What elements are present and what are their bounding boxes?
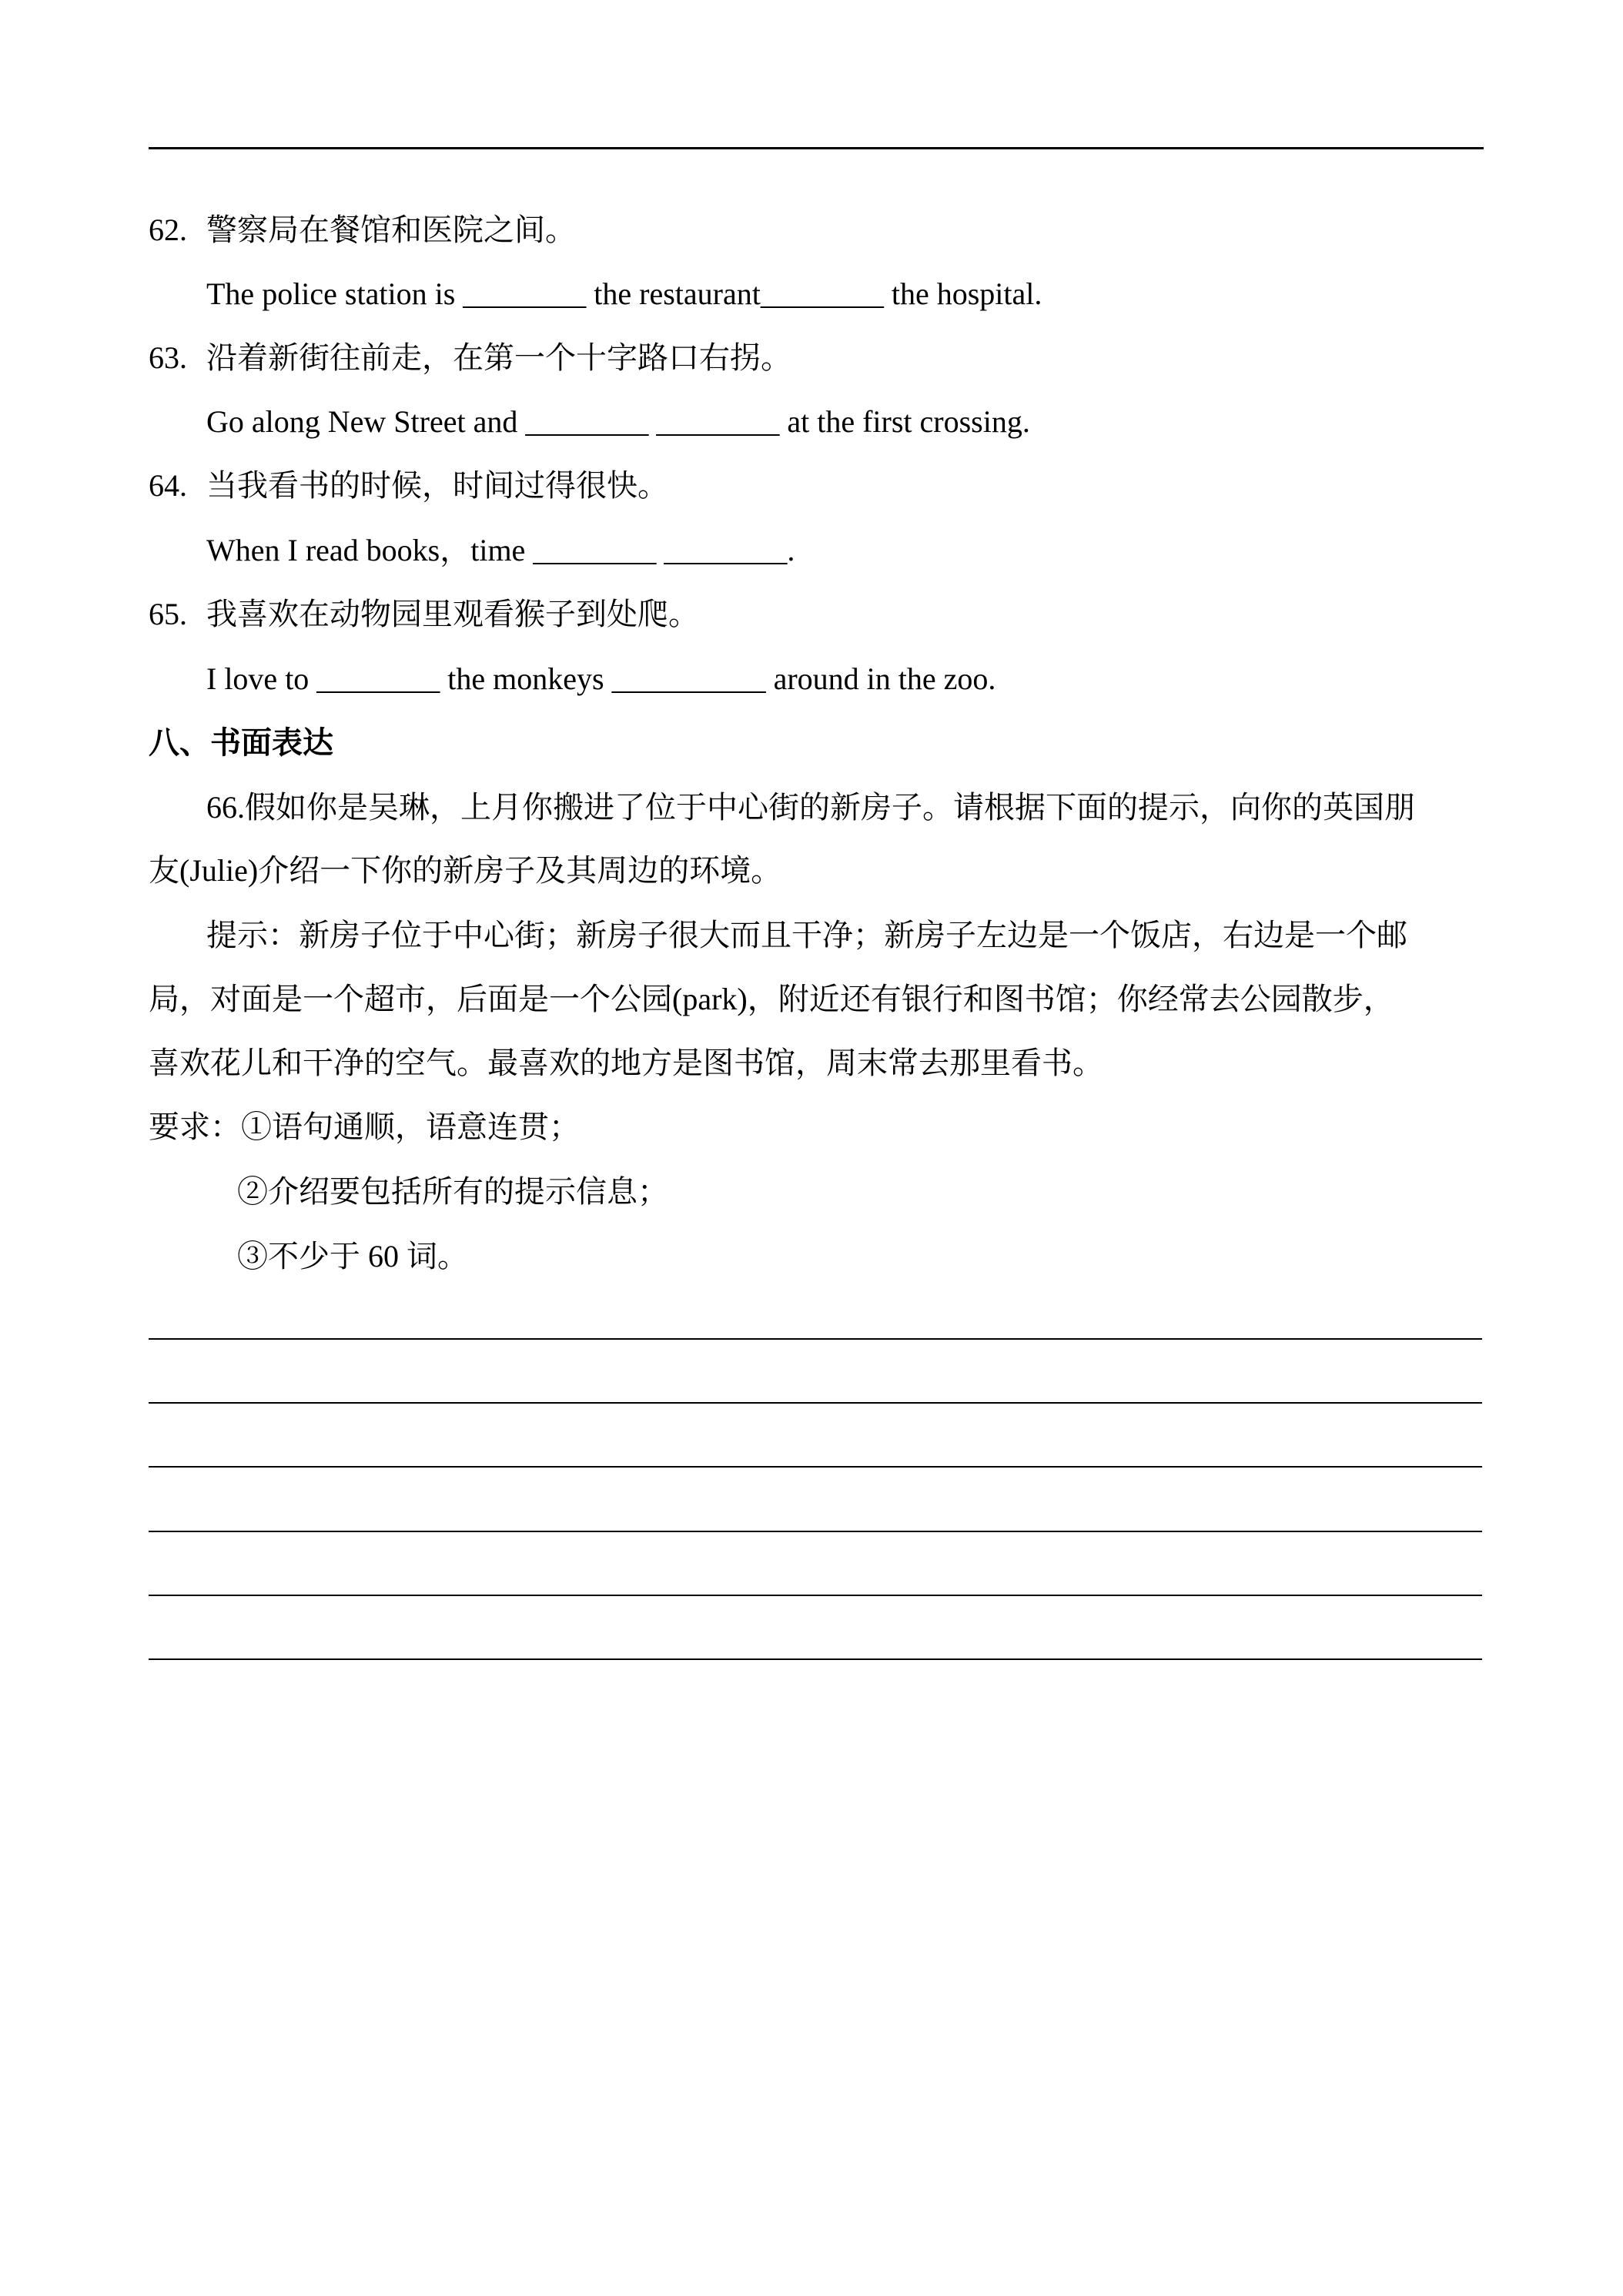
question-64-english: When I read books，time ________ ________. (206, 533, 795, 567)
prompt-line-2: 友(Julie)介绍一下你的新房子及其周边的环境。 (149, 853, 782, 888)
writing-line-5[interactable] (149, 1595, 1482, 1596)
question-63-english: Go along New Street and ________ ________ at the first crossing. (206, 404, 1030, 439)
question-64-chinese: 当我看书的时候，时间过得很快。 (206, 468, 668, 503)
writing-line-1[interactable] (149, 1338, 1482, 1340)
header-rule (149, 147, 1484, 149)
question-62-number: 62. (149, 213, 187, 247)
question-63-chinese: 沿着新街往前走，在第一个十字路口右拐。 (206, 340, 791, 375)
requirement-3: ③不少于 60 词。 (237, 1239, 468, 1274)
hint-line-2: 局，对面是一个超市，后面是一个公园(park)，附近还有银行和图书馆；你经常去公园散步， (149, 982, 1394, 1016)
hint-line-1: 提示：新房子位于中心街；新房子很大而且干净；新房子左边是一个饭店，右边是一个邮 (206, 918, 1407, 952)
hint-line-3: 喜欢花儿和干净的空气。最喜欢的地方是图书馆，周末常去那里看书。 (149, 1046, 1103, 1080)
question-65-number: 65. (149, 597, 187, 631)
question-62-english: The police station is ________ the restaurant________ the hospital. (206, 276, 1042, 311)
writing-line-6[interactable] (149, 1658, 1482, 1660)
requirement-2: ②介绍要包括所有的提示信息； (237, 1174, 668, 1209)
question-62-chinese: 警察局在餐馆和医院之间。 (206, 213, 576, 247)
question-63-number: 63. (149, 340, 187, 375)
question-65-english: I love to ________ the monkeys __________ around in the zoo. (206, 661, 996, 696)
writing-line-4[interactable] (149, 1531, 1482, 1532)
writing-line-2[interactable] (149, 1402, 1482, 1404)
writing-line-3[interactable] (149, 1466, 1482, 1468)
requirements-label: 要求：①语句通顺，语意连贯； (149, 1110, 580, 1144)
question-65-chinese: 我喜欢在动物园里观看猴子到处爬。 (206, 597, 699, 631)
section-heading: 八、书面表达 (149, 725, 333, 760)
question-64-number: 64. (149, 468, 187, 503)
prompt-line-1: 66.假如你是吴琳，上月你搬进了位于中心街的新房子。请根据下面的提示，向你的英国朋 (206, 790, 1415, 825)
